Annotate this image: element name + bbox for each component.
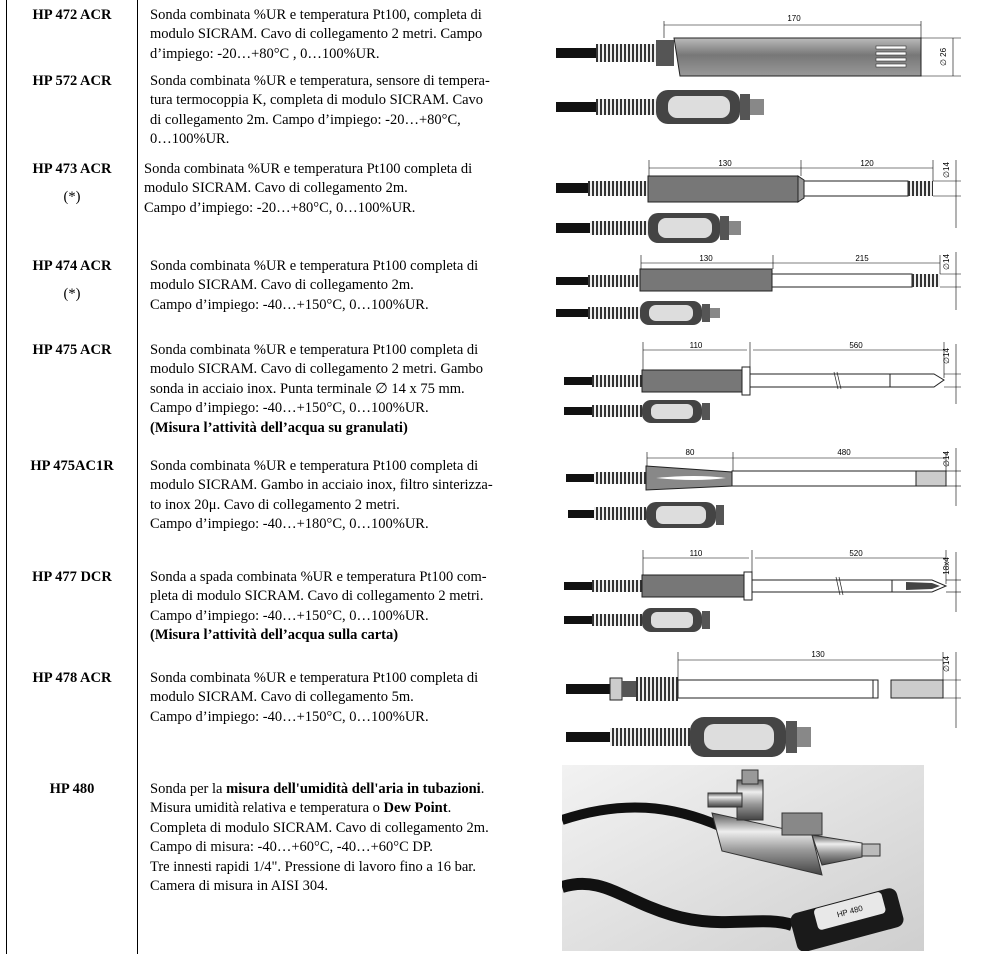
- product-description: Sonda combinata %UR e temperatura, sensore di tempera- tura termocoppia K, completa di modulo SICRAM. Cavo di collegamento 2m. Campo d’impiego: -20…+80°C, 0…100%UR.: [150, 73, 490, 148]
- product-code: HP 473 ACR (*): [7, 160, 137, 207]
- dim-length-label: 480: [837, 448, 851, 457]
- probe-hp472-drawing: [556, 14, 961, 76]
- dim-diameter-label: ∅14: [942, 162, 951, 178]
- probe-hp473-drawing: [556, 159, 961, 228]
- product-code: HP 474 ACR (*): [7, 257, 137, 304]
- dim-diameter-label: ∅ 26: [939, 47, 948, 67]
- dim-length-label: 120: [860, 159, 874, 168]
- product-code: HP 475AC1R: [30, 458, 114, 474]
- footnote-marker: (*): [63, 286, 81, 302]
- dim-length-label: 130: [699, 254, 713, 263]
- dim-diameter-label: ∅14: [942, 348, 951, 364]
- product-description: Sonda combinata %UR e temperatura Pt100, completa di modulo SICRAM. Cavo di collegamento 2 metri. Campo d’impiego: -20…+80°C , 0…100%UR.: [150, 7, 483, 62]
- dim-length-label: 110: [689, 549, 703, 558]
- sicram-module: [564, 400, 710, 423]
- product-code: HP 572 ACR: [32, 73, 112, 89]
- product-code: HP 475 ACR: [32, 342, 112, 358]
- dim-diameter-label: ∅14: [942, 254, 951, 270]
- sicram-module: [564, 608, 710, 632]
- product-description: Sonda combinata %UR e temperatura Pt100 completa di modulo SICRAM. Cavo di collegamento 2 metri. Gambo sonda in acciaio inox. Punta terminale ∅ 14 x 75 mm. Campo d’impiego: -40…+150°C, 0…100%UR. (Misura l’attività dell’acqua su granulati): [150, 341, 543, 438]
- probe-drawings: [556, 0, 976, 760]
- hp480-photo: [562, 765, 924, 951]
- dim-length-label: 80: [685, 448, 695, 457]
- probe-hp478-drawing: [566, 650, 961, 728]
- product-code: HP 477 DCR: [32, 569, 112, 585]
- product-description: Sonda per la misura dell'umidità dell'aria in tubazioni. Misura umidità relativa e temperatura o Dew Point. Completa di modulo SICRAM. Cavo di collegamento 2m. Campo di misura: -40…+60°C, -40…+60°C DP. Tre innesti rapidi 1/4". Pressione di lavoro fino a 16 bar. Camera di misura in AISI 304.: [150, 781, 489, 895]
- product-code: HP 478 ACR: [32, 670, 112, 686]
- sicram-module: [568, 502, 724, 528]
- product-description: Sonda combinata %UR e temperatura Pt100 completa di modulo SICRAM. Cavo di collegamento 2m. Campo d’impiego: -40…+150°C, 0…100%UR.: [150, 258, 479, 313]
- product-description: Sonda combinata %UR e temperatura Pt100 completa di modulo SICRAM. Cavo di collegamento 5m. Campo d’impiego: -40…+150°C, 0…100%UR.: [150, 670, 479, 725]
- sicram-module: [556, 301, 720, 325]
- column-divider: [137, 0, 138, 954]
- sicram-module: [556, 90, 764, 124]
- probe-hp475ac1r-drawing: [566, 448, 961, 506]
- product-description: Sonda combinata %UR e temperatura Pt100 completa di modulo SICRAM. Gambo in acciaio inox, filtro sinterizza- to inox 20μ. Cavo di collegamento 2 metri. Campo d’impiego: -40…+180°C, 0…100%UR.: [150, 458, 493, 533]
- probe-hp477-drawing: [564, 549, 961, 612]
- dim-diameter-label: ∅14: [942, 656, 951, 672]
- dim-length-label: 130: [811, 650, 825, 659]
- product-description: Sonda a spada combinata %UR e temperatura Pt100 com- pleta di modulo SICRAM. Cavo di collegamento 2 metri. Campo d’impiego: -40…+150°C, 0…100%UR. (Misura l’attività dell’acqua sulla carta): [150, 568, 543, 646]
- dim-length-label: 130: [718, 159, 732, 168]
- probe-hp475-drawing: [564, 341, 961, 404]
- product-description: Sonda combinata %UR e temperatura Pt100 completa di modulo SICRAM. Cavo di collegamento 2m. Campo d’impiego: -20…+80°C, 0…100%UR.: [144, 161, 473, 216]
- dim-diameter-label: ∅14: [942, 451, 951, 467]
- dim-length-label: 170: [787, 14, 801, 23]
- dim-length-label: 520: [849, 549, 863, 558]
- highlight-note: (Misura l’attività dell’acqua sulla carta): [150, 627, 399, 644]
- dim-length-label: 560: [849, 341, 863, 350]
- left-border: [6, 0, 7, 954]
- footnote-marker: (*): [63, 189, 81, 205]
- highlight-note: (Misura l’attività dell’acqua su granulati): [150, 419, 408, 436]
- dim-length-label: 110: [689, 341, 703, 350]
- product-code: HP 480: [49, 781, 95, 797]
- product-code: HP 472 ACR: [32, 7, 112, 23]
- dim-diameter-label: 18x4: [942, 557, 951, 575]
- probe-hp474-drawing: [556, 252, 961, 310]
- dim-length-label: 215: [855, 254, 869, 263]
- sicram-module: [566, 717, 811, 757]
- sicram-module: [556, 213, 741, 243]
- photo-model-label: HP 480: [835, 903, 864, 920]
